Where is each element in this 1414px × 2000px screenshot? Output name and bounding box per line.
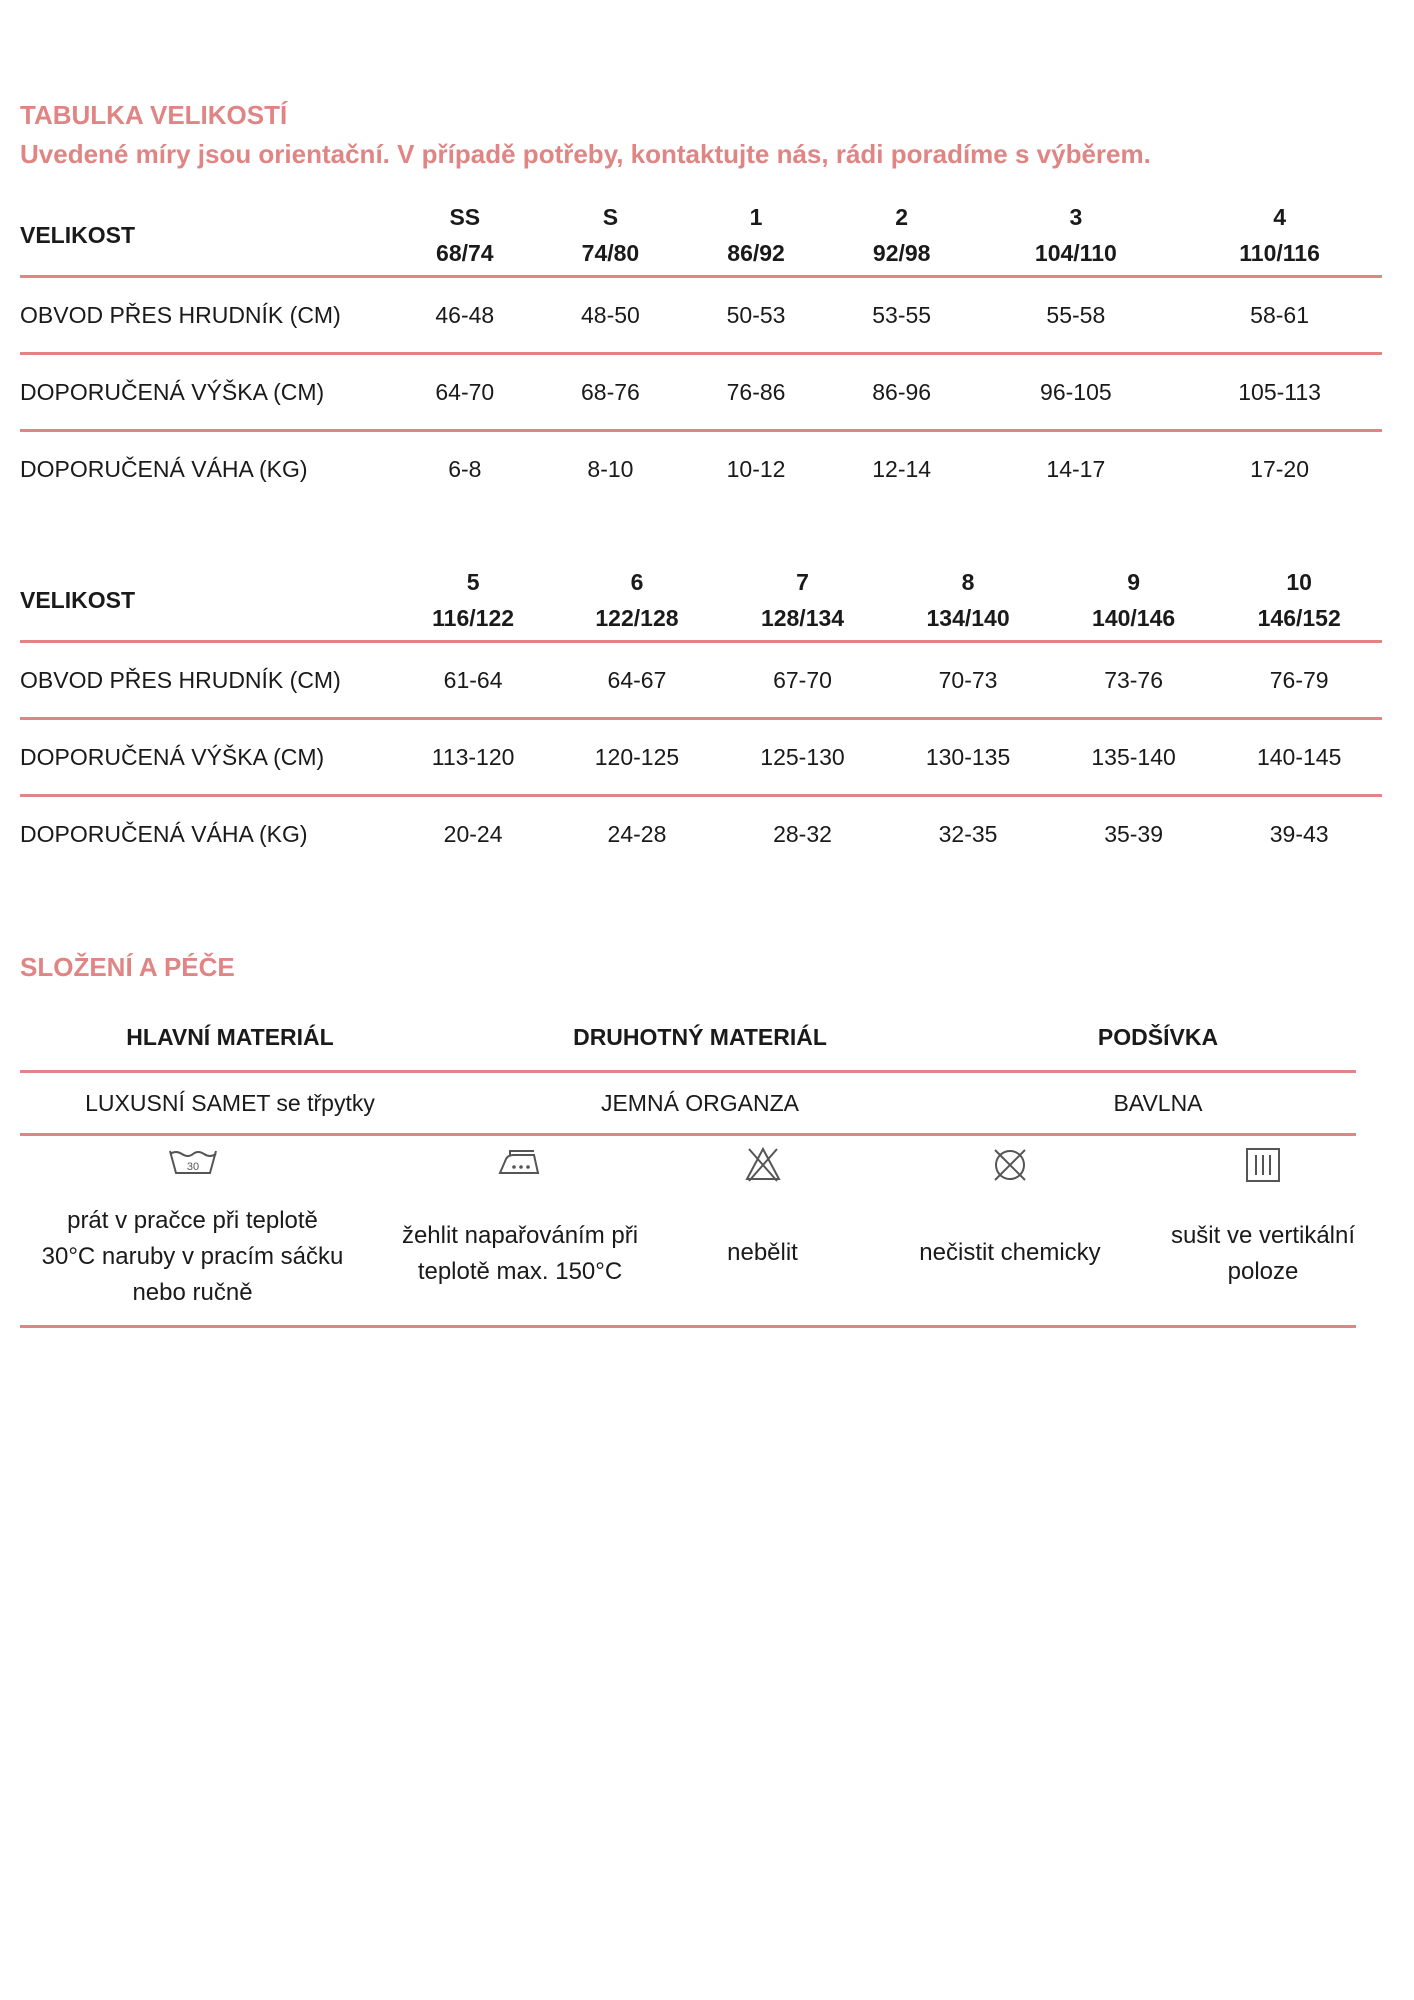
table-cell: 17-20 (1250, 455, 1309, 482)
table-cell: 20-24 (443, 820, 503, 847)
iron-icon (496, 1145, 544, 1179)
materials-table (20, 1005, 1356, 1136)
table-cell: 58-61 (1250, 301, 1309, 328)
secondary-material-value: JEMNÁ ORGANZA (600, 1089, 800, 1116)
table-cell: 120-125 (594, 743, 680, 770)
table-cell: 14-17 (1046, 455, 1106, 482)
care-text (675, 1235, 850, 1271)
lining-header: PODŠÍVKA (1097, 1024, 1219, 1050)
care-item-dry-clean (850, 1135, 1170, 1325)
size-header-cell (975, 195, 1178, 277)
table-cell: 50-53 (726, 301, 786, 328)
table-cell: 64-70 (435, 378, 495, 405)
table-cell: 86-96 (872, 378, 932, 405)
table-cell: 48-50 (581, 301, 640, 328)
table-cell: 68-76 (581, 378, 640, 405)
table-cell: 76-86 (726, 378, 786, 405)
size-header-cell (392, 195, 538, 277)
table-row (20, 354, 1382, 431)
size-height: 110/116 (1239, 240, 1320, 266)
size-header-cell (538, 195, 684, 277)
care-item-wash (20, 1135, 365, 1325)
lining-value: BAVLNA (1113, 1089, 1203, 1116)
size-header-cell (829, 195, 975, 277)
size-code: 10 (1286, 569, 1312, 595)
size-table-2 (20, 560, 1382, 871)
table-cell: 46-48 (435, 301, 495, 328)
materials-header-row (20, 1005, 1356, 1072)
size-height: 68/74 (436, 240, 494, 266)
size-code: 7 (796, 569, 809, 595)
table-row (20, 431, 1382, 507)
wash-temp-label: 30 (186, 1161, 199, 1173)
size-code: 1 (749, 204, 763, 230)
size-code: 2 (895, 204, 909, 230)
size-header-row (20, 195, 1382, 277)
size-height: 134/140 (926, 605, 1010, 631)
size-header-cell (885, 560, 1051, 642)
vertical-dry-icon (1243, 1145, 1283, 1185)
table-cell: 28-32 (773, 820, 832, 847)
care-item-bleach (675, 1135, 850, 1325)
size-height: 128/134 (760, 605, 845, 631)
row-label: DOPORUČENÁ VÁHA (KG) (20, 820, 308, 847)
size-code: SS (449, 204, 481, 230)
size-height: 146/152 (1257, 605, 1341, 631)
table-cell: 76-79 (1269, 666, 1329, 693)
table-cell: 125-130 (760, 743, 845, 770)
care-item-drying (1170, 1135, 1356, 1325)
size-height: 104/110 (1034, 240, 1117, 266)
size-header-cell (683, 195, 829, 277)
secondary-material-header: DRUHOTNÝ MATERIÁL (573, 1024, 827, 1050)
size-table-title: TABULKA VELIKOSTÍ (20, 100, 288, 130)
size-code: S (602, 204, 619, 230)
care-line: žehlit napařováním při (401, 1222, 639, 1249)
size-header-cell (1051, 560, 1217, 642)
table-cell: 6-8 (448, 455, 482, 482)
care-line: teplotě max. 150°C (417, 1258, 623, 1285)
table-cell: 113-120 (431, 743, 515, 770)
size-code: 9 (1127, 569, 1140, 595)
table-row (20, 642, 1382, 719)
size-header-row (20, 560, 1382, 642)
size-header-cell (554, 560, 720, 642)
care-item-iron (365, 1135, 675, 1325)
care-text (20, 1203, 365, 1311)
care-line: nečistit chemicky (919, 1239, 1101, 1266)
table-cell: 140-145 (1256, 743, 1342, 770)
size-header-cell (720, 560, 886, 642)
size-code: 3 (1069, 204, 1083, 230)
row-label: OBVOD PŘES HRUDNÍK (CM) (20, 301, 341, 328)
row-label: OBVOD PŘES HRUDNÍK (CM) (20, 666, 341, 693)
size-note: Uvedené míry jsou orientační. V případě potřeby, kontaktujte nás, rádi poradíme s výběrem. (20, 139, 1151, 169)
table-cell: 55-58 (1046, 301, 1106, 328)
materials-row (20, 1072, 1356, 1135)
table-cell: 35-39 (1104, 820, 1164, 847)
care-line: nebo ručně (132, 1279, 253, 1306)
size-header-cell (1216, 560, 1382, 642)
table-row (20, 719, 1382, 796)
care-title: SLOŽENÍ A PÉČE (20, 952, 235, 982)
main-material-header: HLAVNÍ MATERIÁL (126, 1024, 334, 1050)
size-header-cell (392, 560, 554, 642)
table-cell: 53-55 (872, 301, 932, 328)
table-cell: 96-105 (1040, 378, 1112, 405)
care-text (1170, 1218, 1356, 1290)
table-cell: 32-35 (938, 820, 998, 847)
size-height: 116/122 (432, 605, 515, 631)
no-dry-clean-icon (990, 1145, 1030, 1185)
table-cell: 135-140 (1091, 743, 1176, 770)
care-line: 30°C naruby v pracím sáčku (41, 1243, 344, 1270)
row-label: DOPORUČENÁ VÁHA (KG) (20, 455, 308, 482)
table-cell: 8-10 (587, 455, 634, 482)
no-bleach-icon (743, 1145, 783, 1183)
table-cell: 10-12 (726, 455, 786, 482)
size-height: 122/128 (595, 605, 679, 631)
table-cell: 105-113 (1238, 378, 1321, 405)
care-line: nebělit (727, 1239, 798, 1266)
table-cell: 24-28 (607, 820, 667, 847)
size-height: 86/92 (727, 240, 785, 266)
table-cell: 64-67 (607, 666, 667, 693)
row-label: DOPORUČENÁ VÝŠKA (CM) (20, 378, 325, 405)
table-cell: 130-135 (925, 743, 1011, 770)
size-code: 6 (630, 569, 644, 595)
table-cell: 67-70 (773, 666, 832, 693)
size-code: 4 (1273, 204, 1286, 230)
table-row (20, 277, 1382, 354)
table-cell: 12-14 (872, 455, 932, 482)
care-text (365, 1218, 675, 1290)
care-line: poloze (1227, 1258, 1299, 1285)
table-cell: 73-76 (1104, 666, 1164, 693)
table-cell: 39-43 (1269, 820, 1329, 847)
size-code: 8 (961, 569, 975, 595)
size-table-1 (20, 195, 1382, 506)
care-instructions (20, 1135, 1356, 1328)
row-label: DOPORUČENÁ VÝŠKA (CM) (20, 743, 325, 770)
wash-30-icon (167, 1145, 219, 1179)
care-text (850, 1235, 1170, 1271)
table-row (20, 796, 1382, 872)
size-header-cell (1177, 195, 1382, 277)
table-cell: 61-64 (443, 666, 503, 693)
size-header-label: VELIKOST (20, 222, 136, 248)
care-line: prát v pračce při teplotě (67, 1207, 318, 1234)
size-height: 140/146 (1092, 605, 1176, 631)
care-line: sušit ve vertikální (1170, 1222, 1356, 1249)
size-height: 92/98 (872, 240, 931, 266)
size-height: 74/80 (581, 240, 640, 266)
main-material-value: LUXUSNÍ SAMET se třpytky (85, 1089, 375, 1116)
table-cell: 70-73 (938, 666, 998, 693)
size-header-label: VELIKOST (20, 587, 136, 613)
size-code: 5 (466, 569, 480, 595)
